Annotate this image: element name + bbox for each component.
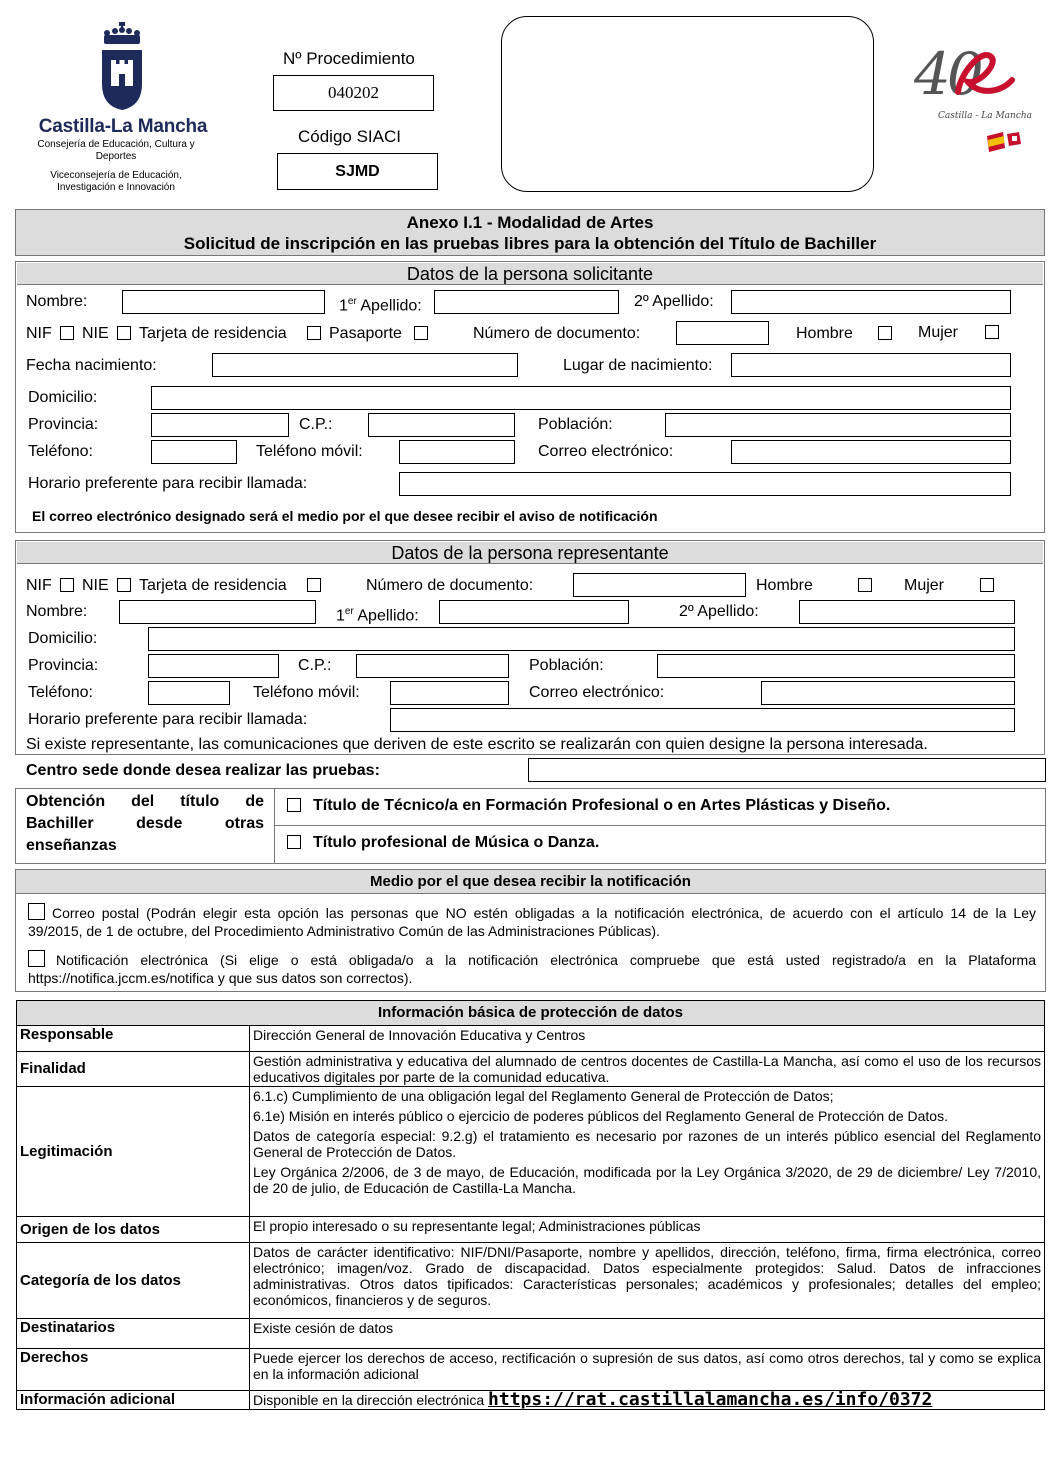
applicant-pasaporte-checkbox[interactable] [414,326,428,340]
obtencion-tecnico-checkbox[interactable] [287,798,301,812]
data-protection-value-line: Dirección General de Innovación Educativa y Centros [253,1027,586,1043]
org-viceconsejeria: Viceconsejería de Educación, Investigación e Innovación [50,170,182,193]
data-protection-row [17,1026,1045,1052]
rep-telefono-input[interactable] [148,681,230,705]
rep-tarjeta-checkbox[interactable] [307,578,321,592]
data-protection-value-line: Gestión administrativa y educativa del alumnado de centros docentes de Castilla-La Mancha, así como el uso de los recursos educativos digitales por parte de la comunidad educativa. [253,1053,1041,1085]
applicant-nif-checkbox[interactable] [60,326,74,340]
siaci-value: SJMD [277,153,438,190]
applicant-horario-label: Horario preferente para recibir llamada: [28,475,308,492]
applicant-apellido2-input[interactable] [731,290,1011,314]
applicant-heading: Datos de la persona solicitante [17,263,1043,285]
rep-provincia-input[interactable] [148,654,279,678]
rep-hombre-label: Hombre [756,577,813,594]
data-protection-value-line: Datos de categoría especial: 9.2.g) el tratamiento es necesario por razones de un interés público esencial del Reglamento General de Protección de Datos. [253,1128,1041,1160]
data-protection-key: Categoría de los datos [17,1243,250,1319]
procedimiento-value: 040202 [273,75,434,111]
rep-mujer-checkbox[interactable] [980,578,994,592]
applicant-horario-input[interactable] [399,472,1011,496]
rep-provincia-label: Provincia: [28,657,99,674]
data-protection-key: Responsable [17,1026,250,1052]
centro-label: Centro sede donde desea realizar las pruebas: [26,762,380,779]
siaci-label: Código SIACI [298,127,401,146]
applicant-hombre-checkbox[interactable] [878,326,892,340]
data-protection-value [250,1319,1045,1349]
applicant-tarjeta-label: Tarjeta de residencia [139,325,287,342]
data-protection-value-line: Existe cesión de datos [253,1320,394,1336]
correo-postal-text: Correo postal (Podrán elegir esta opción las personas que NO estén obligadas a la notificación electrónica, de acuerdo con el artículo 14 de la Ley 39/2015, de 1 de octubre, del Procedimiento Administrativo Común de las Administraciones Públicas). [28,905,1036,939]
applicant-tarjeta-checkbox[interactable] [307,326,321,340]
applicant-nombre-input[interactable] [122,290,325,314]
applicant-lugar-input[interactable] [731,353,1011,377]
notificacion-electronica-text: Notificación electrónica (Si elige o está obligada/o a la notificación electrónica compruebe que está usted registrado/a en la Plataforma https://notifica.jccm.es/notifica y que sus datos son correctos). [28,952,1036,986]
rep-poblacion-label: Población: [529,657,604,674]
data-protection-value-line: 6.1e) Misión en interés público o ejercicio de poderes públicos del Reglamento General de Protección de Datos. [253,1108,948,1124]
applicant-nombre-label: Nombre: [26,293,88,310]
rep-hombre-checkbox[interactable] [858,578,872,592]
applicant-telefono-label: Teléfono: [28,443,93,460]
rep-numdoc-input[interactable] [573,573,746,597]
applicant-fecha-label: Fecha nacimiento: [26,357,157,374]
applicant-mujer-label: Mujer [918,324,959,341]
registry-stamp-box [501,16,874,192]
applicant-fecha-input[interactable] [212,353,518,377]
anniversary-subtitle: Castilla - La Mancha [938,111,1033,121]
rep-apellido2-label: 2º Apellido: [679,603,759,620]
applicant-mujer-checkbox[interactable] [985,325,999,339]
data-protection-row [17,1217,1045,1243]
applicant-numdoc-label: Número de documento: [473,325,641,342]
rep-movil-input[interactable] [390,681,509,705]
applicant-provincia-input[interactable] [151,413,289,437]
applicant-domicilio-input[interactable] [151,386,1011,410]
obtencion-row-divider [274,825,1046,826]
rep-domicilio-label: Domicilio: [28,630,98,647]
data-protection-value [250,1391,1045,1410]
rep-poblacion-input[interactable] [657,654,1015,678]
rep-nie-label: NIE [82,577,109,594]
applicant-lugar-label: Lugar de nacimiento: [563,357,713,374]
info-adicional-text: Disponible en la dirección electrónica [253,1392,489,1408]
applicant-pasaporte-label: Pasaporte [329,325,402,342]
coat-of-arms-icon [98,22,146,112]
rep-telefono-label: Teléfono: [28,684,93,701]
rep-cp-input[interactable] [356,654,509,678]
applicant-correo-input[interactable] [731,440,1011,464]
anniversary-swirl-icon [950,44,1020,104]
rep-correo-label: Correo electrónico: [529,684,665,701]
obtencion-musica-label: Título profesional de Música o Danza. [313,834,600,851]
data-protection-value-line: Puede ejercer los derechos de acceso, rectificación o supresión de sus datos, así como otros derechos, tal y como se explica en la información adicional [253,1350,1041,1382]
data-protection-table [16,1000,1045,1410]
rep-nombre-input[interactable] [119,600,316,624]
data-protection-key: Información adicional [17,1391,250,1410]
applicant-apellido2-label: 2º Apellido: [634,293,714,310]
applicant-numdoc-input[interactable] [676,321,769,345]
rep-horario-input[interactable] [390,708,1015,732]
data-protection-key: Destinatarios [17,1319,250,1349]
rep-nif-checkbox[interactable] [60,578,74,592]
applicant-telefono-input[interactable] [151,440,237,464]
data-protection-value-line: Datos de carácter identificativo: NIF/DNI/Pasaporte, nombre y apellidos, dirección, teléfono, firma, firma electrónica, correo electrónico; imagen/voz. Grado de discapacidad. Datos especialmente protegidos: Salud. Datos de infracciones administrativas. Otros datos tipificados: Características personales; académicos y profesionales; detalles del empleo; económicos, financieros y de seguros. [253,1244,1041,1308]
data-protection-row [17,1319,1045,1349]
data-protection-value [250,1243,1045,1319]
rep-cp-label: C.P.: [298,657,332,674]
applicant-correo-label: Correo electrónico: [538,443,674,460]
obtencion-musica-checkbox[interactable] [287,835,301,849]
applicant-nie-checkbox[interactable] [117,326,131,340]
rep-horario-label: Horario preferente para recibir llamada: [28,711,308,728]
data-protection-row [17,1349,1045,1391]
data-protection-value-line: Ley Orgánica 2/2006, de 3 de mayo, de Educación, modificada por la Ley Orgánica 3/2020, de 29 de diciembre/ Ley 7/2010, de 20 de julio, de Educación de Castilla-La Mancha. [253,1164,1041,1196]
rep-nombre-label: Nombre: [26,603,88,620]
applicant-cp-label: C.P.: [299,416,333,433]
applicant-poblacion-input[interactable] [665,413,1011,437]
data-protection-value [250,1217,1045,1243]
applicant-apellido1-label: 1er Apellido: [339,296,422,315]
data-protection-key: Derechos [17,1349,250,1391]
applicant-domicilio-label: Domicilio: [28,389,98,406]
applicant-poblacion-label: Población: [538,416,613,433]
rep-apellido1-input[interactable] [439,600,629,624]
data-protection-value [250,1052,1045,1087]
obtencion-label: Obtención del título de Bachiller desde otras enseñanzas [26,793,264,854]
data-protection-row [17,1243,1045,1319]
applicant-provincia-label: Provincia: [28,416,99,433]
centro-input[interactable] [528,758,1046,782]
org-consejeria: Consejería de Educación, Cultura y Deportes [37,139,195,162]
info-adicional-link[interactable]: https://rat.castillalamancha.es/info/0372 [488,1389,933,1410]
applicant-cp-input[interactable] [368,413,515,437]
rep-apellido1-label: 1er Apellido: [336,606,419,625]
data-protection-value-line: El propio interesado o su representante legal; Administraciones públicas [253,1218,701,1234]
rep-nie-checkbox[interactable] [117,578,131,592]
form-title [15,209,1045,256]
flags-icon [985,130,1025,154]
rep-numdoc-label: Número de documento: [366,577,534,594]
rep-apellido2-input[interactable] [799,600,1015,624]
procedimiento-label: Nº Procedimiento [283,49,415,68]
rep-correo-input[interactable] [761,681,1015,705]
obtencion-tecnico-label: Título de Técnico/a en Formación Profesional o en Artes Plásticas y Diseño. [313,797,891,814]
data-protection-row [17,1052,1045,1087]
applicant-nie-label: NIE [82,325,109,342]
form-title-line2: Solicitud de inscripción en las pruebas libres para la obtención del Título de Bachiller [183,234,877,253]
applicant-hombre-label: Hombre [796,325,853,342]
form-title-line1: Anexo I.1 - Modalidad de Artes [406,213,654,232]
rep-mujer-label: Mujer [904,577,945,594]
data-protection-value [250,1026,1045,1052]
rep-nif-label: NIF [26,577,52,594]
obtencion-divider [274,788,275,864]
rep-note: Si existe representante, las comunicaciones que deriven de este escrito se realizarán con quien designe la persona interesada. [26,736,928,753]
data-protection-key: Origen de los datos [17,1217,250,1243]
data-protection-value [250,1087,1045,1217]
data-protection-value-line: 6.1.c) Cumplimiento de una obligación legal del Reglamento General de Protección de Datos; [253,1088,834,1104]
data-protection-row [17,1391,1045,1410]
representative-heading: Datos de la persona representante [17,542,1043,564]
org-name: Castilla-La Mancha [38,116,208,137]
data-protection-key: Legitimación [17,1087,250,1217]
applicant-apellido1-input[interactable] [434,290,619,314]
rep-movil-label: Teléfono móvil: [253,684,360,701]
data-protection-key: Finalidad [17,1052,250,1087]
applicant-email-note: El correo electrónico designado será el medio por el que desee recibir el aviso de notificación [32,508,658,524]
rep-tarjeta-label: Tarjeta de residencia [139,577,287,594]
data-protection-row [17,1087,1045,1217]
applicant-movil-label: Teléfono móvil: [256,443,363,460]
rep-domicilio-input[interactable] [148,627,1015,651]
anniversary-number: 40 [914,40,980,108]
notificacion-heading: Medio por el que desea recibir la notificación [16,870,1045,894]
applicant-nif-label: NIF [26,325,52,342]
applicant-movil-input[interactable] [399,440,515,464]
data-protection-heading: Información básica de protección de datos [17,1001,1045,1026]
data-protection-value [250,1349,1045,1391]
